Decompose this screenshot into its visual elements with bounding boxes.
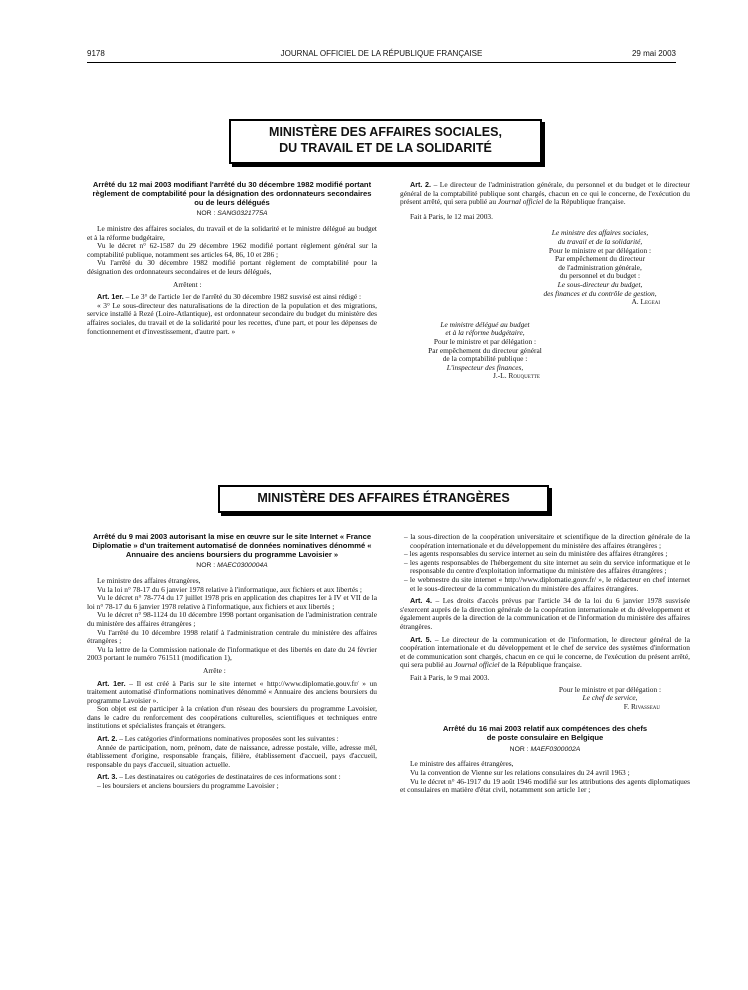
done-at: Fait à Paris, le 9 mai 2003. [410,672,490,682]
article-label: Art. 2. [410,180,432,189]
article-text: – Le directeur de l'administration générale, du personnel et du budget et le directeur général de la comptabilité publique sont chargés, chacun en ce qui le concerne, de l'exécution du présent arrêté, qui sera publié au [400,180,690,207]
signature-line: Par empêchement du directeur général [428,345,542,355]
article-text: – Les destinataires ou catégories de destinataires de ces informations sont : [117,772,341,782]
nor-label: NOR : [196,562,216,570]
signature-line: du personnel et du budget : [559,271,641,281]
page-number: 9178 [87,49,105,58]
nor-label: NOR : [196,210,216,218]
arrete-line: Arrête : [203,665,226,675]
signature-block-1 [510,229,690,306]
article-label: Art. 5. [410,634,432,644]
signature-line: du travail et de la solidarité, [557,236,643,246]
article-1-quote: « 3° Le sous-directeur des naturalisations de la direction de la population et des migrations, service installé à Rezé (Loire-Atlantique), est ordonnateur secondaire du budget du ministère des affaires sociales, du travail et de la solidarité pour les recettes, d'une part, et pour les dépenses de fonctionnement et d'investissement, d'autre part. » [87,300,377,336]
signature-line: des finances et du contrôle de gestion, [543,288,657,298]
decree1-left-column [87,181,377,336]
nor-reference [87,210,377,219]
article-label: Art. 3. [97,772,118,782]
paragraph: Vu le décret n° 98-1124 du 10 décembre 1998 portant organisation de l'administration centrale du ministère des affaires étrangères ; [87,610,377,628]
article-4 [400,597,690,631]
nor-code: MAEC0300004A [217,562,268,570]
article-text: – Le 3° de l'article 1er de l'arrêté du 30 décembre 1982 susvisé est ainsi rédigé : [123,292,362,302]
ministry-heading-line: DU TRAVAIL ET DE LA SOLIDARITÉ [279,141,492,155]
list-item: – les agents responsables de l'hébergement du site internet au sein du service informatique et le responsable du centre d'exploitation informatique du ministère des affaires étrangères ; [404,557,690,576]
nor-reference [87,562,377,571]
article-5 [400,636,690,670]
issue-date: 29 mai 2003 [631,49,676,58]
paragraph: Le ministre des affaires étrangères, [97,575,201,585]
signature-line: Le ministre délégué au budget [440,319,530,329]
ministry-heading-foreign-affairs [218,485,549,513]
signature-block-3 [530,686,690,712]
paragraph: Vu l'arrêté du 10 décembre 1998 relatif à l'administration centrale du ministère des affaires étrangères ; [87,627,377,646]
article-text: – Les droits d'accès prévus par l'article 34 de la loi du 6 janvier 1978 susvisée s'exercent auprès de la direction générale de la coopération internationale et du développement et également auprès de la direction de la communication et de l'information du ministère des affaires étrangères. [400,596,691,631]
signature-line: de la comptabilité publique : [442,354,528,364]
signature-line: et à la réforme budgétaire, [445,328,525,338]
article-label: Art. 1er. [97,292,124,302]
article-label: Art. 1er. [97,678,126,688]
article-text: – Le directeur de la communication et de l'information, le directeur général de la coopération internationale et du développement et le chef de service des systèmes d'information et de communication sont chargés, chacun en ce qui le concerne, de l'exécution du présent arrêté, qui sera publié au [400,634,690,670]
article-label: Art. 4. [410,596,433,606]
article-2 [400,181,690,207]
article-1 [87,680,377,706]
article-text: – Il est créé à Paris sur le site internet « http://www.diplomatie.gouv.fr/ » un traitement automatisé d'informations nominatives dénommé « Annuaire des anciens boursiers du programme Lavoisier ». [87,678,377,705]
journal-name: Journal officiel [497,197,544,207]
paragraph: Le ministre des affaires sociales, du travail et de la solidarité et le ministre délégué au budget et à la réforme budgétaire, [87,223,377,242]
paragraph: Vu le décret n° 46-1917 du 19 août 1946 modifié sur les attributions des agents diplomatiques et consulaires en matière d'état civil, notamment son article 1er ; [400,776,690,795]
signature-line: Le sous-directeur du budget, [557,279,643,289]
arretent-line: Arrêtent : [173,279,202,289]
decree-title: Arrêté du 16 mai 2003 relatif aux compétences des chefs de poste consulaire en Belgique [442,724,648,743]
nor-label: NOR : [509,745,529,753]
decree2-right-column [400,533,690,795]
article-text: – Les catégories d'informations nominatives proposées sont les suivantes : [117,734,339,744]
signature-line: Pour le ministre et par délégation : [558,684,662,694]
article-text-end: de la République française. [499,660,582,670]
paragraph: Vu le décret n° 62-1587 du 29 décembre 1962 modifié portant règlement général sur la comptabilité publique, notamment ses articles 64, 86, 10 et 286 ; [87,241,377,259]
paragraph: Le ministre des affaires étrangères, [410,759,514,769]
signature-line: F. Rivasseau [623,701,660,711]
list-item: – le webmestre du site internet « http://www.diplomatie.gouv.fr/ », le rédacteur en chef internet et le sous-directeur de la communication du ministère des affaires étrangères. [404,574,690,593]
ministry-heading-line: MINISTÈRE DES AFFAIRES SOCIALES, [269,125,502,139]
article-text-end: de la République française. [543,197,626,207]
article-label: Art. 2. [97,734,118,744]
signature-line: Le ministre des affaires sociales, [551,228,649,238]
nor-reference [400,746,690,755]
signature-line: Le chef de service, [582,693,638,703]
signature-line: L'inspecteur des finances, [446,362,524,372]
done-at: Fait à Paris, le 12 mai 2003. [410,211,493,221]
paragraph: Son objet est de participer à la création d'un réseau des boursiers du programme Lavoisier, dans le cadre du renforcement des coopérations culturelles, scientifiques et techniques entre institutions et spécialistes français et étrangers. [87,704,377,731]
ministry-heading-line: MINISTÈRE DES AFFAIRES ÉTRANGÈRES [257,491,510,505]
signature-line: Par empêchement du directeur [554,254,646,264]
nor-code: MAEF0300002A [530,745,581,753]
decree-title: Arrêté du 12 mai 2003 modifiant l'arrêté du 30 décembre 1982 modifié portant règlement de comptabilité pour la désignation des ordonnateurs secondaires ou de leurs délégués [92,180,372,207]
nor-code: SANG0321775A [217,210,268,218]
paragraph: Vu le décret n° 78-774 du 17 juillet 1978 pris en application des chapitres Ier à IV et VII de la loi n° 78-17 du 6 janvier 1978 relative à l'informatique, aux fichiers et aux libertés ; [87,593,377,611]
list-item: – les boursiers et anciens boursiers du programme Lavoisier ; [97,781,279,791]
running-header [87,50,676,63]
signature-line: J.-L. Rouquette [493,371,540,381]
ministry-heading-social-affairs [229,119,542,164]
paragraph: Année de participation, nom, prénom, date de naissance, adresse postale, ville, adresse mél, établissement d'origine, responsable français, filière, établissement d'accueil, pays d'accueil, responsable du pays d'accueil, situation actuelle. [87,742,377,769]
signature-line: A. Legeai [631,297,660,307]
decree1-right-column [400,181,690,381]
list-item: – la sous-direction de la coopération universitaire et scientifique de la direction générale de la coopération internationale et du développement du ministère des affaires étrangères ; [404,532,690,550]
paragraph: Vu l'arrêté du 30 décembre 1982 modifié portant règlement de comptabilité pour la désignation des ordonnateurs secondaires et de leurs délégués, [87,258,377,276]
signature-block-2 [400,321,570,381]
decree2-left-column [87,533,377,970]
paragraph: Vu la convention de Vienne sur les relations consulaires du 24 avril 1963 ; [410,768,630,778]
journal-title: JOURNAL OFFICIEL DE LA RÉPUBLIQUE FRANÇAISE [280,49,483,58]
paragraph: Vu la loi n° 78-17 du 6 janvier 1978 relative à l'informatique, aux fichiers et aux libertés ; [97,584,362,594]
signature-line: Pour le ministre et par délégation : [548,245,652,255]
signature-line: Pour le ministre et par délégation : [433,336,537,346]
list-item: – les agents responsables du service internet au sein du ministère des affaires étrangères ; [404,549,668,559]
paragraph: Vu la lettre de la Commission nationale de l'informatique et des libertés en date du 24 février 2003 portant le numéro 761511 (modification 1), [87,644,377,663]
signature-line: de l'administration générale, [558,262,642,272]
journal-name: Journal officiel [454,660,500,670]
decree-title: Arrêté du 9 mai 2003 autorisant la mise en œuvre sur le site Internet « France Diplomatie » d'un traitement automatisé de données nominatives dénommé « Annuaire des anciens boursiers du programme Lavoisier » [92,533,372,559]
